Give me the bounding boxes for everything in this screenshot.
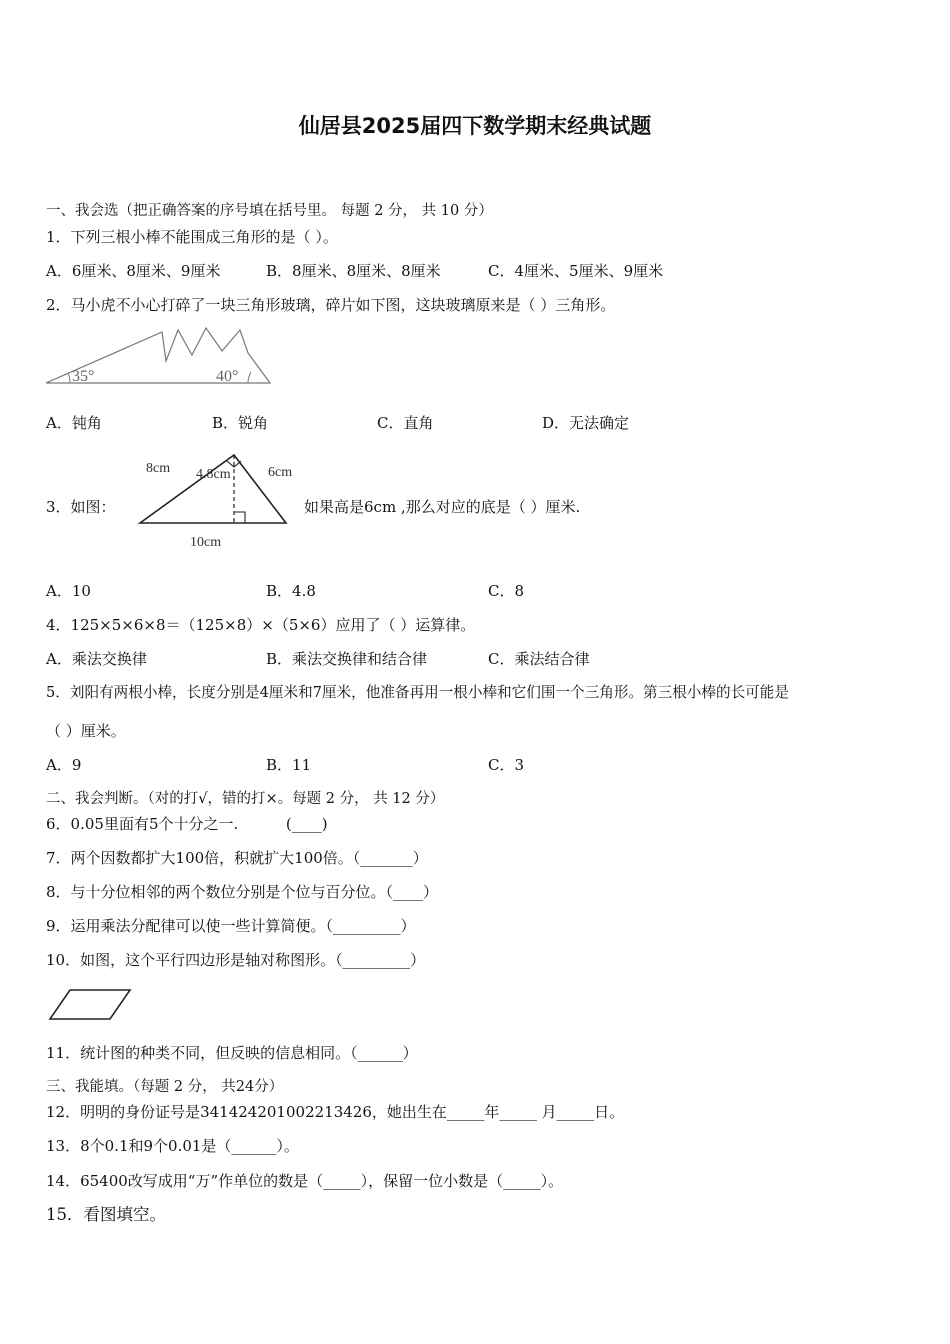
q3-option-b: B．4.8 (266, 582, 316, 600)
q1-option-c: C．4厘米、5厘米、9厘米 (488, 262, 664, 280)
q5-option-b: B．11 (266, 756, 312, 774)
q3-option-a: A．10 (46, 582, 91, 600)
q2-option-b: B．锐角 (212, 414, 269, 432)
q4-option-c: C．乘法结合律 (488, 650, 590, 668)
question-11: 11．统计图的种类不同，但反映的信息相同。（______） (46, 1044, 418, 1062)
question-3-text: 如果高是6cm ,那么对应的底是（ ）厘米. (304, 498, 581, 516)
question-6: 6．0.05里面有5个十分之一. (____) (46, 815, 328, 833)
question-2: 2．马小虎不小心打碎了一块三角形玻璃，碎片如下图，这块玻璃原来是（ ）三角形。 (46, 296, 616, 314)
q5-option-a: A．9 (46, 756, 82, 774)
q5-option-c: C．3 (488, 756, 525, 774)
q2-option-c: C．直角 (377, 414, 434, 432)
base-label: 10cm (190, 535, 222, 550)
question-13: 13．8个0.1和9个0.01是（______）。 (46, 1137, 299, 1155)
angle-label-left: 35° (72, 368, 95, 385)
q3-option-c: C．8 (488, 582, 525, 600)
section-heading-1: 一、我会选（把正确答案的序号填在括号里。 每题 2 分， 共 10 分） (46, 203, 493, 219)
question-4: 4．125×5×6×8＝（125×8）×（5×6）应用了（ ）运算律。 (46, 616, 476, 634)
side-label-left: 8cm (146, 461, 171, 476)
question-8: 8．与十分位相邻的两个数位分别是个位与百分位。（____） (46, 883, 439, 901)
question-5-line-1: 5．刘阳有两根小棒，长度分别是4厘米和7厘米，他准备再用一根小棒和它们围一个三角形。第三根小棒的长可能是 (46, 684, 789, 701)
q4-option-a: A．乘法交换律 (46, 650, 147, 668)
parallelogram-figure (46, 986, 136, 1024)
question-10: 10．如图，这个平行四边形是轴对称图形。（_________） (46, 951, 426, 969)
parallelogram-outline (50, 990, 130, 1019)
question-12: 12．明明的身份证号是341424201002213426，她出生在_____年_____ 月_____日。 (46, 1103, 625, 1121)
question-9: 9．运用乘法分配律可以使一些计算简便。（_________） (46, 917, 416, 935)
right-angle-mark-base (234, 512, 245, 523)
question-1: 1．下列三根小棒不能围成三角形的是（ ）。 (46, 228, 338, 246)
question-15: 15．看图填空。 (46, 1205, 166, 1224)
section-heading-3: 三、我能填。（每题 2 分， 共24分） (46, 1079, 284, 1095)
q4-option-b: B．乘法交换律和结合律 (266, 650, 428, 668)
right-angle-arc (248, 372, 251, 383)
q1-option-a: A．6厘米、8厘米、9厘米 (46, 262, 221, 280)
q1-option-b: B．8厘米、8厘米、8厘米 (266, 262, 441, 280)
question-14: 14．65400改写成用“万”作单位的数是（_____），保留一位小数是（_____）。 (46, 1172, 564, 1190)
height-label: 4.8cm (196, 467, 231, 482)
question-3-prefix: 3．如图： (46, 498, 116, 516)
left-angle-arc (68, 373, 70, 383)
section-heading-2: 二、我会判断。（对的打√，错的打×。每题 2 分， 共 12 分） (46, 791, 445, 807)
q2-option-a: A．钝角 (46, 414, 102, 432)
q2-option-d: D．无法确定 (542, 414, 630, 432)
question-7: 7．两个因数都扩大100倍，积就扩大100倍。（_______） (46, 849, 428, 867)
angle-label-right: 40° (216, 368, 239, 385)
side-label-right: 6cm (268, 465, 293, 480)
right-triangle-figure (136, 450, 306, 554)
question-5-line-2: （ ）厘米。 (46, 722, 126, 740)
broken-triangle-figure (44, 324, 274, 388)
page-title: 仙居县2025届四下数学期末经典试题 (298, 114, 652, 138)
